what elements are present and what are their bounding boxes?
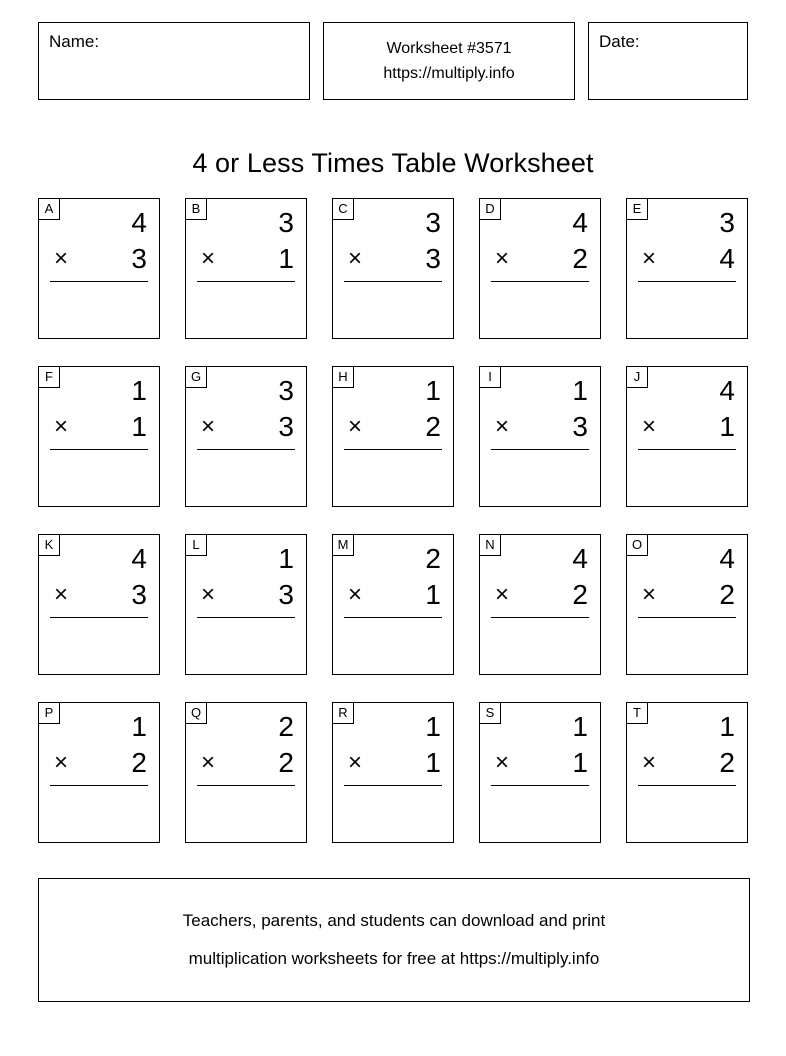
problem-letter: D	[480, 199, 501, 220]
operand-top: 4	[572, 543, 588, 574]
multiplication-operator-icon: ×	[54, 413, 69, 440]
date-field-box[interactable]	[588, 22, 748, 100]
problem-letter: C	[333, 199, 354, 220]
answer-rule	[491, 281, 589, 282]
problem-letter: F	[39, 367, 60, 388]
operand-top: 1	[719, 711, 735, 742]
answer-rule	[197, 785, 295, 786]
answer-rule	[491, 785, 589, 786]
name-label: Name:	[49, 32, 100, 51]
problem-letter: M	[333, 535, 354, 556]
multiplication-operator-icon: ×	[201, 413, 216, 440]
date-label: Date:	[599, 32, 640, 51]
problem-letter: L	[186, 535, 207, 556]
footer-line-2: multiplication worksheets for free at https://multiply.info	[188, 949, 600, 968]
problem-letter: J	[627, 367, 648, 388]
problem-item[interactable]	[185, 366, 307, 507]
answer-rule	[197, 449, 295, 450]
operand-bottom: 3	[278, 411, 294, 442]
operand-bottom: 1	[425, 579, 441, 610]
problem-letter: I	[480, 367, 501, 388]
operand-top: 1	[572, 375, 588, 406]
problem-item[interactable]	[332, 534, 454, 675]
multiplication-operator-icon: ×	[642, 245, 657, 272]
problem-item[interactable]	[479, 702, 601, 843]
multiplication-operator-icon: ×	[348, 581, 363, 608]
multiplication-operator-icon: ×	[642, 581, 657, 608]
problem-item[interactable]	[479, 366, 601, 507]
answer-rule	[344, 449, 442, 450]
multiplication-operator-icon: ×	[201, 245, 216, 272]
answer-rule	[197, 281, 295, 282]
operand-top: 1	[278, 543, 294, 574]
operand-bottom: 2	[572, 579, 588, 610]
operand-top: 4	[719, 375, 735, 406]
multiplication-operator-icon: ×	[495, 581, 510, 608]
problem-letter: B	[186, 199, 207, 220]
problem-item[interactable]	[332, 366, 454, 507]
answer-rule	[638, 281, 736, 282]
multiplication-operator-icon: ×	[54, 581, 69, 608]
problem-letter: K	[39, 535, 60, 556]
site-url: https://multiply.info	[383, 65, 515, 82]
operand-bottom: 1	[719, 411, 735, 442]
operand-top: 2	[425, 543, 441, 574]
operand-top: 4	[572, 207, 588, 238]
answer-rule	[638, 617, 736, 618]
operand-bottom: 2	[425, 411, 441, 442]
answer-rule	[491, 617, 589, 618]
operand-bottom: 3	[131, 579, 147, 610]
multiplication-operator-icon: ×	[348, 413, 363, 440]
problem-item[interactable]	[626, 702, 748, 843]
operand-top: 4	[719, 543, 735, 574]
operand-top: 3	[278, 207, 294, 238]
problem-letter: N	[480, 535, 501, 556]
operand-top: 1	[425, 375, 441, 406]
operand-bottom: 2	[719, 579, 735, 610]
worksheet-id: Worksheet #3571	[386, 40, 512, 57]
multiplication-operator-icon: ×	[642, 749, 657, 776]
problem-item[interactable]	[626, 366, 748, 507]
operand-top: 2	[278, 711, 294, 742]
operand-top: 1	[425, 711, 441, 742]
problem-letter: P	[39, 703, 60, 724]
multiplication-operator-icon: ×	[495, 749, 510, 776]
answer-rule	[50, 617, 148, 618]
multiplication-operator-icon: ×	[54, 245, 69, 272]
operand-bottom: 2	[278, 747, 294, 778]
operand-top: 3	[425, 207, 441, 238]
problem-grid	[38, 198, 750, 843]
problem-item[interactable]	[38, 534, 160, 675]
problem-item[interactable]	[626, 198, 748, 339]
operand-bottom: 3	[572, 411, 588, 442]
operand-bottom: 2	[572, 243, 588, 274]
problem-item[interactable]	[479, 534, 601, 675]
answer-rule	[50, 785, 148, 786]
operand-top: 1	[131, 711, 147, 742]
multiplication-operator-icon: ×	[201, 749, 216, 776]
problem-item[interactable]	[38, 198, 160, 339]
problem-letter: A	[39, 199, 60, 220]
problem-item[interactable]	[38, 702, 160, 843]
operand-top: 3	[278, 375, 294, 406]
footer-note	[38, 878, 750, 1002]
operand-bottom: 1	[278, 243, 294, 274]
answer-rule	[50, 281, 148, 282]
answer-rule	[197, 617, 295, 618]
operand-bottom: 1	[131, 411, 147, 442]
answer-rule	[344, 617, 442, 618]
problem-item[interactable]	[185, 702, 307, 843]
operand-bottom: 1	[425, 747, 441, 778]
page-title: 4 or Less Times Table Worksheet	[192, 148, 594, 179]
operand-bottom: 3	[131, 243, 147, 274]
operand-top: 1	[572, 711, 588, 742]
multiplication-operator-icon: ×	[495, 245, 510, 272]
problem-letter: E	[627, 199, 648, 220]
operand-bottom: 1	[572, 747, 588, 778]
operand-top: 1	[131, 375, 147, 406]
problem-item[interactable]	[626, 534, 748, 675]
multiplication-operator-icon: ×	[348, 749, 363, 776]
problem-item[interactable]	[38, 366, 160, 507]
problem-item[interactable]	[332, 198, 454, 339]
worksheet-info-box	[323, 22, 575, 100]
problem-letter: O	[627, 535, 648, 556]
problem-letter: H	[333, 367, 354, 388]
operand-bottom: 2	[131, 747, 147, 778]
multiplication-operator-icon: ×	[642, 413, 657, 440]
name-field-box[interactable]	[38, 22, 310, 100]
footer-line-1: Teachers, parents, and students can download and print	[182, 911, 606, 930]
answer-rule	[638, 449, 736, 450]
problem-letter: G	[186, 367, 207, 388]
operand-bottom: 3	[278, 579, 294, 610]
problem-letter: T	[627, 703, 648, 724]
operand-top: 3	[719, 207, 735, 238]
multiplication-operator-icon: ×	[495, 413, 510, 440]
problem-item[interactable]	[185, 198, 307, 339]
answer-rule	[344, 785, 442, 786]
answer-rule	[344, 281, 442, 282]
multiplication-operator-icon: ×	[54, 749, 69, 776]
operand-top: 4	[131, 543, 147, 574]
problem-item[interactable]	[185, 534, 307, 675]
answer-rule	[491, 449, 589, 450]
answer-rule	[638, 785, 736, 786]
multiplication-operator-icon: ×	[348, 245, 363, 272]
worksheet-header	[38, 22, 748, 100]
problem-item[interactable]	[479, 198, 601, 339]
operand-top: 4	[131, 207, 147, 238]
problem-letter: Q	[186, 703, 207, 724]
answer-rule	[50, 449, 148, 450]
problem-letter: S	[480, 703, 501, 724]
multiplication-operator-icon: ×	[201, 581, 216, 608]
problem-item[interactable]	[332, 702, 454, 843]
problem-letter: R	[333, 703, 354, 724]
operand-bottom: 2	[719, 747, 735, 778]
operand-bottom: 4	[719, 243, 735, 274]
operand-bottom: 3	[425, 243, 441, 274]
